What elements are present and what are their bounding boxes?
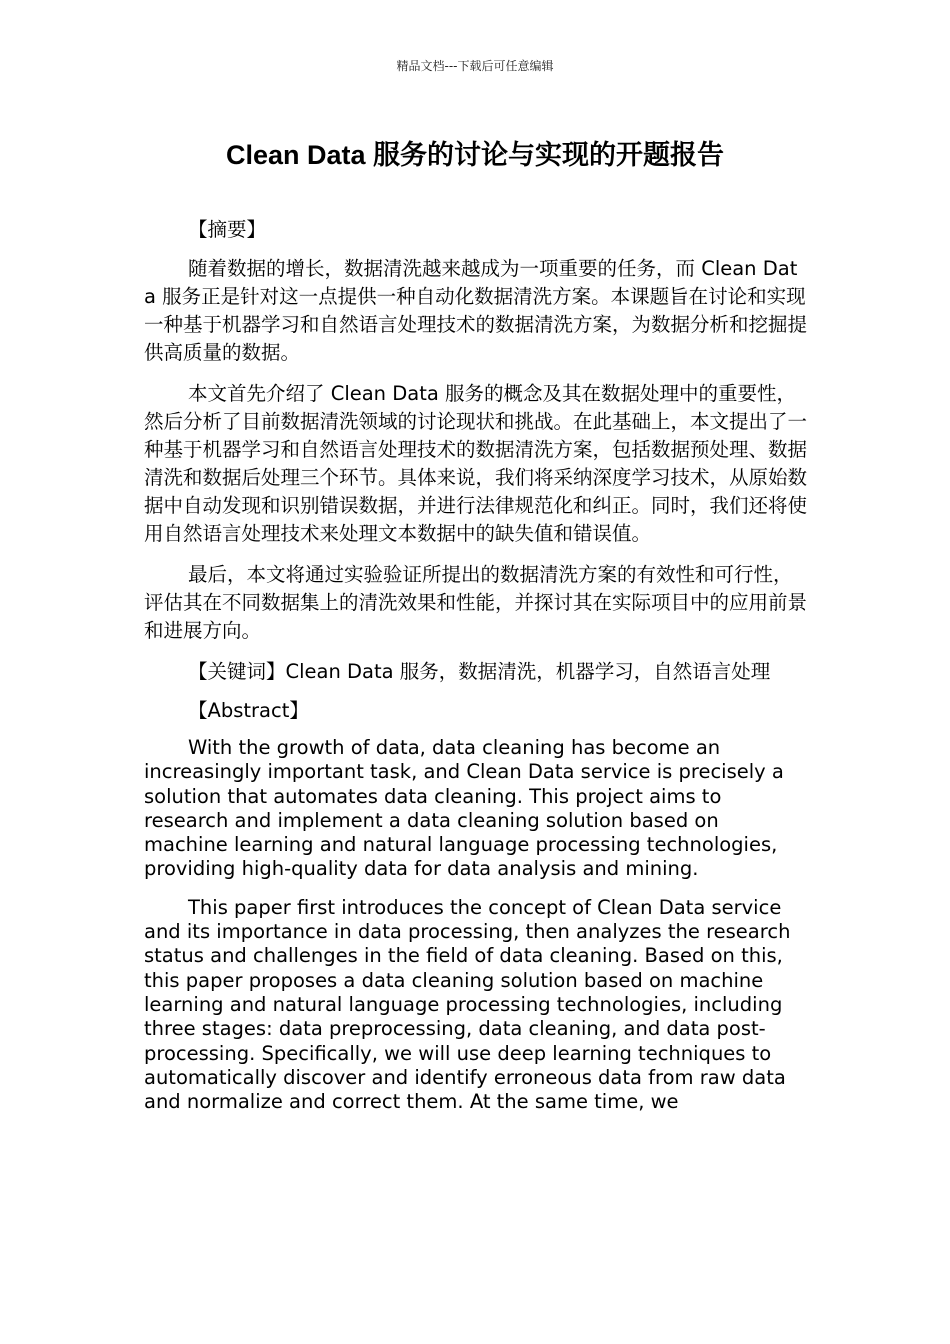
abstract-cn-paragraph-1: 随着数据的增长，数据清洗越来越成为一项重要的任务，而 Clean Data 服务正是针对这一点提供一种自动化数据清洗方案。本课题旨在讨论和实现一种基于机器学习和自然语言处理技术的数据清洗方案，为数据分析和挖掘提供高质量的数据。 <box>144 257 808 364</box>
page-header: 精品文档---下载后可任意编辑 <box>396 59 554 73</box>
document-body <box>144 216 808 1128</box>
abstract-en-paragraph-1: With the growth of data, data cleaning has become an increasingly important task, and Clean Data service is precisely a solution that automates data cleaning. This project aims to research and implement a data cleaning solution based on machine learning and natural language processing technologies, providing high-quality data for data analysis and mining. <box>144 736 784 881</box>
abstract-en-heading: 【Abstract】 <box>188 699 309 722</box>
abstract-cn-paragraph-2: 本文首先介绍了 Clean Data 服务的概念及其在数据处理中的重要性，然后分析了目前数据清洗领域的讨论现状和挑战。在此基础上，本文提出了一种基于机器学习和自然语言处理技术的数据清洗方案，包括数据预处理、数据清洗和数据后处理三个环节。具体来说，我们将采纳深度学习技术，从原始数据中自动发现和识别错误数据，并进行法律规范化和纠正。同时，我们还将使用自然语言处理技术来处理文本数据中的缺失值和错误值。 <box>144 382 808 545</box>
abstract-en-paragraph-2: This paper first introduces the concept of Clean Data service and its importance in data processing, then analyzes the research status and challenges in the field of data cleaning. Based on this, this paper proposes a data cleaning solution based on machine learning and natural language processing technologies, including three stages: data preprocessing, data cleaning, and data post-processing. Specifically, we will use deep learning techniques to automatically discover and identify erroneous data from raw data and normalize and correct them. At the same time, we <box>144 895 791 1114</box>
keywords-cn: 【关键词】Clean Data 服务，数据清洗，机器学习，自然语言处理 <box>188 660 771 683</box>
abstract-cn-heading: 【摘要】 <box>188 218 267 241</box>
document-title: Clean Data 服务的讨论与实现的开题报告 <box>225 140 725 170</box>
abstract-cn-paragraph-3: 最后，本文将通过实验验证所提出的数据清洗方案的有效性和可行性，评估其在不同数据集上的清洗效果和性能，并探讨其在实际项目中的应用前景和进展方向。 <box>144 563 808 642</box>
